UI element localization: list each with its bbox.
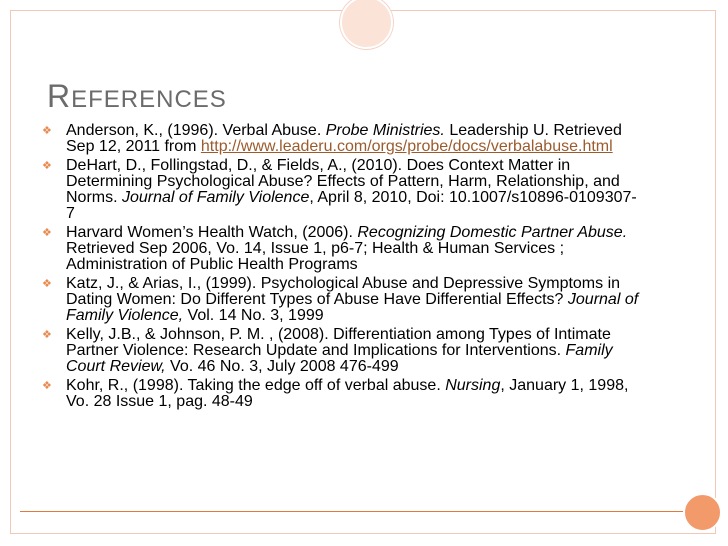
- bottom-decorative-circle: [683, 493, 722, 532]
- diamond-bullet-icon: ❖: [42, 125, 52, 137]
- diamond-bullet-icon: ❖: [42, 278, 52, 290]
- references-list: [42, 123, 642, 413]
- slide-title: REFERENCES: [47, 78, 227, 114]
- reference-item: [42, 327, 642, 375]
- reference-item: [42, 276, 642, 324]
- reference-italic-text: Nursing: [445, 377, 501, 394]
- bottom-divider: [20, 511, 707, 512]
- reference-text: , April 8, 2010, Doi: 10.1007/s10896-0109307-7: [66, 189, 637, 222]
- reference-italic-text: Journal of Family Violence: [122, 189, 310, 206]
- reference-text: Leadership U. Retrieved Sep 12, 2011 from: [66, 122, 622, 155]
- reference-italic-text: Recognizing Domestic Partner Abuse.: [357, 224, 628, 241]
- reference-text: Kelly, J.B., & Johnson, P. M. , (2008). Differentiation among Types of Intimate Partner Violence: Research Update and Implications for Interventions.: [66, 326, 611, 359]
- diamond-bullet-icon: ❖: [42, 227, 52, 239]
- reference-text: Kohr, R., (1998). Taking the edge off of verbal abuse.: [66, 377, 446, 394]
- reference-link[interactable]: http://www.leaderu.com/orgs/probe/docs/verbalabuse.html: [200, 138, 613, 155]
- diamond-bullet-icon: ❖: [42, 160, 52, 172]
- reference-item: [42, 378, 642, 410]
- reference-text: DeHart, D., Follingstad, D., & Fields, A., (2010). Does Context Matter in Determining Psychological Abuse? Effects of Pattern, Harm, Relationship, and Norms.: [66, 157, 620, 206]
- reference-italic-text: Journal of Family Violence,: [66, 291, 639, 324]
- reference-item: [42, 123, 642, 155]
- reference-italic-text: Family Court Review,: [66, 342, 613, 375]
- reference-italic-text: Probe Ministries.: [325, 122, 445, 139]
- reference-item: [42, 225, 642, 273]
- reference-text: Harvard Women’s Health Watch, (2006).: [66, 224, 358, 241]
- reference-text: Vol. 14 No. 3, 1999: [183, 307, 324, 324]
- reference-text: Retrieved Sep 2006, Vo. 14, Issue 1, p6-7; Health & Human Services ; Administration of Public Health Programs: [66, 240, 565, 273]
- diamond-bullet-icon: ❖: [42, 329, 52, 341]
- diamond-bullet-icon: ❖: [42, 380, 52, 392]
- reference-item: [42, 158, 642, 222]
- reference-text: Anderson, K., (1996). Verbal Abuse.: [66, 122, 326, 139]
- reference-text: , January 1, 1998, Vo. 28 Issue 1, pag. 48-49: [66, 377, 629, 410]
- reference-text: Vo. 46 No. 3, July 2008 476-499: [165, 358, 399, 375]
- reference-text: Katz, J., & Arias, I., (1999). Psychological Abuse and Depressive Symptoms in Dating Women: Do Different Types of Abuse Have Differential Effects?: [66, 275, 621, 308]
